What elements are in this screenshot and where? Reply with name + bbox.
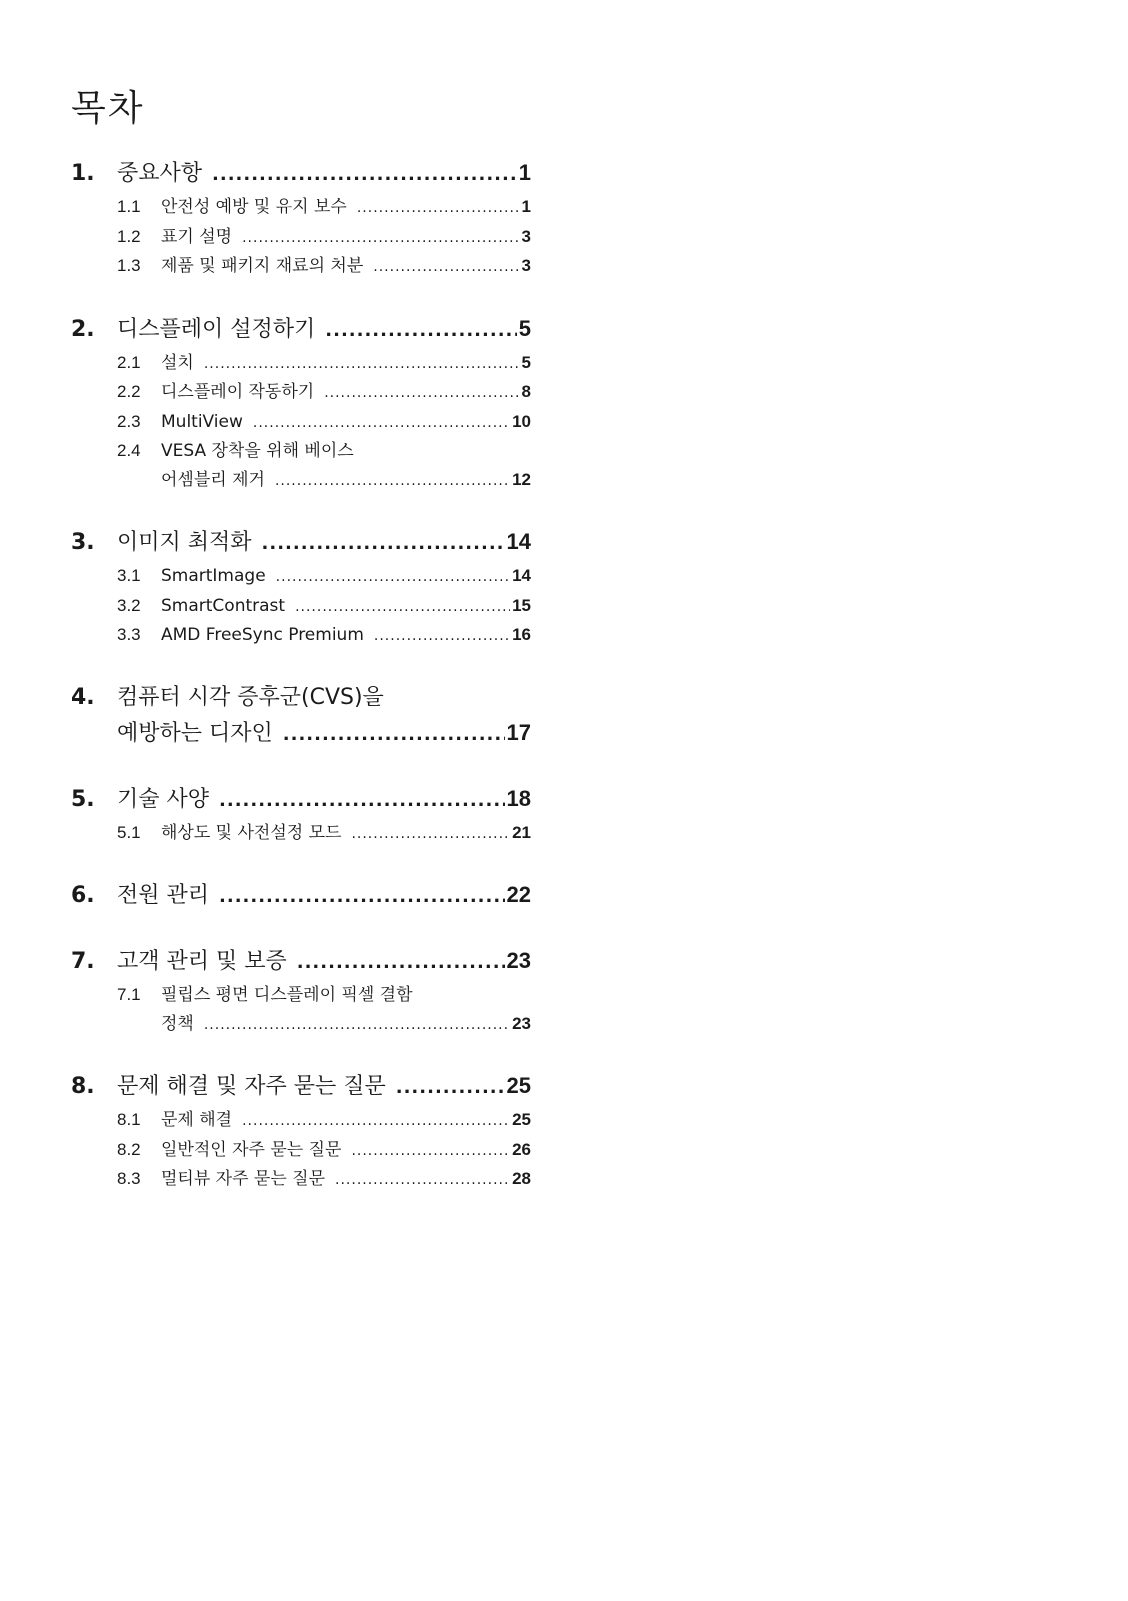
toc-section-heading[interactable] [71, 525, 531, 561]
page-number: 14 [506, 529, 531, 554]
subsection-title: 해상도 및 사전설정 모드 [161, 822, 342, 843]
page-number: 5 [518, 315, 531, 341]
subsection-number: 2.4 [117, 441, 141, 460]
section-title: 중요사항 [117, 161, 203, 186]
subsection-number: 1.3 [117, 256, 141, 275]
dot-leader [335, 1166, 510, 1195]
subsection-number: 1.2 [117, 226, 141, 246]
subsection-number: 5.1 [117, 822, 141, 842]
dot-leader [357, 194, 520, 223]
dot-leader [396, 1071, 505, 1105]
page-number: 15 [512, 595, 531, 615]
toc-section-heading[interactable] [71, 878, 531, 914]
section-title: 고객 관리 및 보증 [117, 949, 287, 974]
section-title: 컴퓨터 시각 증후군(CVS)을 [117, 684, 384, 710]
subsection-title: MultiView [161, 411, 243, 432]
page-number: 17 [506, 719, 531, 745]
dot-leader [253, 409, 510, 438]
dot-leader [242, 1107, 510, 1136]
page-number: 1 [521, 197, 531, 216]
toc-section-heading[interactable] [71, 944, 531, 980]
page-number: 28 [512, 1169, 531, 1188]
page-number: 5 [521, 352, 531, 372]
section-title-continued: 예방하는 디자인 [117, 720, 273, 746]
page-number: 25 [512, 1110, 531, 1129]
page-number: 23 [512, 1013, 531, 1033]
toc-subsection[interactable] [71, 252, 531, 282]
subsection-title: 문제 해결 [161, 1110, 233, 1130]
toc-subsection[interactable] [71, 408, 531, 438]
dot-leader [204, 1011, 510, 1040]
page-number: 3 [521, 256, 531, 275]
toc-subsection[interactable] [71, 193, 531, 223]
section-title: 이미지 최적화 [117, 530, 252, 555]
toc-section [71, 944, 531, 1039]
toc-subsection[interactable] [71, 437, 531, 495]
dot-leader [374, 622, 510, 651]
page-number: 26 [512, 1139, 531, 1159]
section-number: 3. [71, 530, 95, 555]
toc-section-heading[interactable] [71, 156, 531, 192]
subsection-number: 8.3 [117, 1169, 141, 1188]
dot-leader [219, 784, 505, 818]
subsection-number: 1.1 [117, 197, 141, 216]
subsection-number: 3.2 [117, 595, 141, 615]
toc-subsection[interactable] [71, 819, 531, 849]
dot-leader [283, 718, 505, 752]
subsection-title: VESA 장착을 위해 베이스 [161, 441, 354, 461]
section-number: 7. [71, 949, 95, 974]
section-number: 5. [71, 786, 95, 812]
subsection-number: 3.3 [117, 625, 141, 644]
section-number: 1. [71, 161, 95, 186]
subsection-title: 안전성 예방 및 유지 보수 [161, 197, 347, 217]
dot-leader [325, 314, 516, 348]
subsection-number: 8.1 [117, 1110, 141, 1129]
toc-section [71, 878, 531, 914]
page-number: 8 [521, 382, 531, 401]
toc-subsection[interactable] [71, 378, 531, 408]
toc-section [71, 782, 531, 849]
subsection-number: 2.3 [117, 411, 141, 431]
toc-section-heading[interactable] [71, 782, 531, 818]
subsection-number: 3.1 [117, 566, 141, 585]
dot-leader [276, 563, 510, 592]
subsection-title: AMD FreeSync Premium [161, 625, 364, 645]
page-number: 3 [521, 226, 531, 246]
dot-leader [351, 1137, 510, 1166]
toc-section [71, 525, 531, 651]
section-number: 8. [71, 1074, 95, 1099]
toc-list [71, 156, 531, 1225]
section-title: 전원 관리 [117, 883, 210, 908]
subsection-number: 7.1 [117, 985, 141, 1004]
page-number: 10 [512, 411, 531, 431]
subsection-title: 제품 및 패키지 재료의 처분 [161, 256, 364, 276]
subsection-number: 2.1 [117, 352, 141, 372]
dot-leader [275, 467, 510, 496]
section-title: 디스플레이 설정하기 [117, 316, 316, 342]
toc-subsection[interactable] [71, 1165, 531, 1195]
toc-subsection[interactable] [71, 1106, 531, 1136]
dot-leader [262, 527, 505, 561]
page-number: 14 [512, 566, 531, 585]
toc-section-heading[interactable] [71, 681, 531, 752]
section-number: 2. [71, 316, 95, 342]
subsection-title: 필립스 평면 디스플레이 픽셀 결함 [161, 985, 413, 1005]
toc-section-heading[interactable] [71, 1069, 531, 1105]
toc-section [71, 312, 531, 496]
section-number: 4. [71, 684, 95, 710]
subsection-number: 8.2 [117, 1139, 141, 1159]
page-number: 18 [506, 785, 531, 811]
toc-subsection[interactable] [71, 349, 531, 379]
dot-leader [212, 158, 517, 192]
toc-subsection[interactable] [71, 1136, 531, 1166]
toc-section-heading[interactable] [71, 312, 531, 348]
page-number: 23 [506, 948, 531, 973]
toc-section [71, 1069, 531, 1195]
page-number: 12 [512, 469, 531, 489]
subsection-title: SmartImage [161, 566, 266, 586]
toc-section [71, 156, 531, 282]
subsection-title: 설치 [161, 352, 194, 373]
subsection-title: 표기 설명 [161, 226, 233, 247]
dot-leader [373, 253, 519, 282]
section-number: 6. [71, 883, 95, 908]
dot-leader [297, 946, 505, 980]
toc-section [71, 681, 531, 752]
toc-subsection[interactable] [71, 562, 531, 592]
page-number: 21 [512, 822, 531, 842]
toc-subsection[interactable] [71, 223, 531, 253]
section-title: 문제 해결 및 자주 묻는 질문 [117, 1074, 386, 1099]
dot-leader [219, 880, 505, 914]
page-number: 1 [518, 160, 531, 185]
subsection-title-continued: 정책 [161, 1013, 194, 1034]
toc-subsection[interactable] [71, 592, 531, 622]
page-number: 22 [506, 882, 531, 907]
dot-leader [351, 820, 510, 849]
page-title: 목차 [71, 88, 145, 129]
subsection-title: 일반적인 자주 묻는 질문 [161, 1139, 342, 1160]
dot-leader [295, 593, 510, 622]
subsection-number: 2.2 [117, 382, 141, 401]
dot-leader [242, 224, 519, 253]
dot-leader [324, 379, 519, 408]
subsection-title: 디스플레이 작동하기 [161, 382, 315, 402]
dot-leader [204, 350, 520, 379]
toc-subsection[interactable] [71, 981, 531, 1039]
subsection-title-continued: 어셈블리 제거 [161, 469, 265, 490]
toc-subsection[interactable] [71, 621, 531, 651]
subsection-title: SmartContrast [161, 595, 286, 616]
page-number: 16 [512, 625, 531, 644]
page-number: 25 [506, 1073, 531, 1098]
section-title: 기술 사양 [117, 786, 210, 812]
subsection-title: 멀티뷰 자주 묻는 질문 [161, 1169, 326, 1189]
